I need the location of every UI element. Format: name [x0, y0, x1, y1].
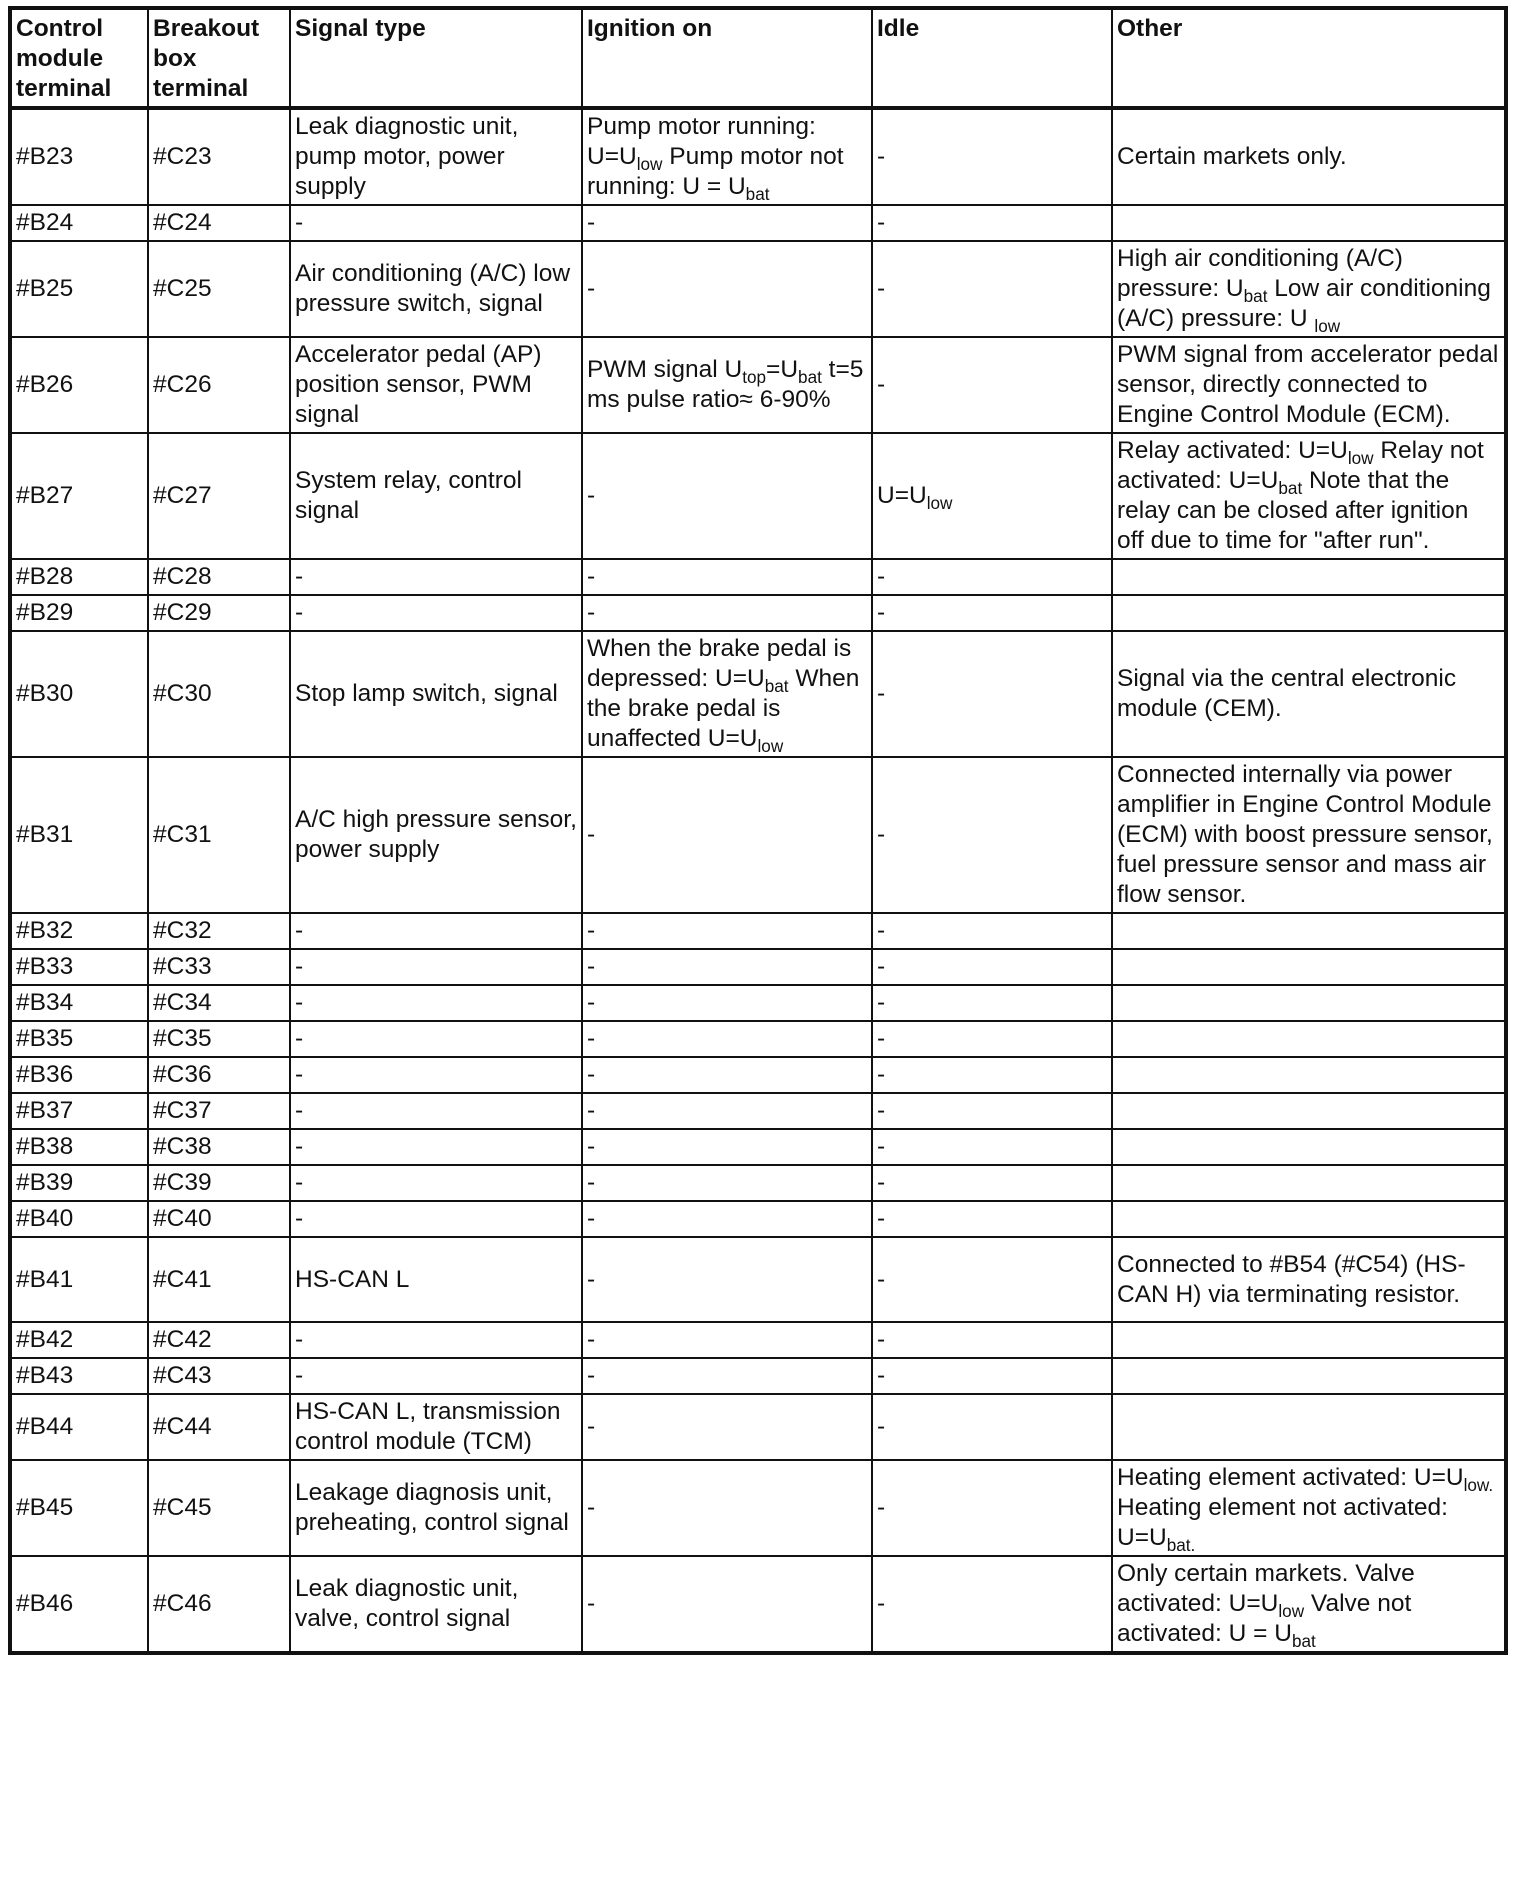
signal-type-cell: - [290, 205, 582, 241]
signal-type-cell: - [290, 595, 582, 631]
table-row [10, 949, 1506, 985]
ignition-on-cell: - [582, 949, 872, 985]
breakout-box-terminal-cell: #C42 [148, 1322, 290, 1358]
ignition-on-cell: - [582, 985, 872, 1021]
header-signal-type: Signal type [290, 8, 582, 108]
signal-type-cell: - [290, 1201, 582, 1237]
ignition-on-cell: - [582, 1237, 872, 1322]
idle-cell: - [872, 985, 1112, 1021]
idle-cell: - [872, 1165, 1112, 1201]
ignition-on-cell: - [582, 595, 872, 631]
breakout-box-terminal-cell: #C32 [148, 913, 290, 949]
table-row [10, 1165, 1506, 1201]
table-row [10, 631, 1506, 757]
idle-cell: - [872, 1093, 1112, 1129]
control-module-terminal-cell: #B39 [10, 1165, 148, 1201]
breakout-box-terminal-cell: #C27 [148, 433, 290, 559]
other-cell: Only certain markets. Valve activated: $U=U_{low}$ Valve not activated: $U = U_{bat}$ [1112, 1556, 1506, 1653]
header-breakout-box-terminal: Breakout box terminal [148, 8, 290, 108]
other-cell [1112, 1021, 1506, 1057]
other-cell: Connected to #B54 (#C54) (HS-CAN H) via terminating resistor. [1112, 1237, 1506, 1322]
signal-type-cell: - [290, 1322, 582, 1358]
signal-type-cell: - [290, 1165, 582, 1201]
other-cell: Heating element activated: $U=U_{low.}$ Heating element not activated: $U=U_{bat.}$ [1112, 1460, 1506, 1556]
ignition-on-cell: - [582, 1057, 872, 1093]
signal-type-cell: HS-CAN L [290, 1237, 582, 1322]
ignition-on-cell: - [582, 1165, 872, 1201]
control-module-terminal-cell: #B32 [10, 913, 148, 949]
breakout-box-terminal-cell: #C28 [148, 559, 290, 595]
table-row [10, 1237, 1506, 1322]
ignition-on-cell: - [582, 1201, 872, 1237]
idle-cell: - [872, 595, 1112, 631]
table-row [10, 1322, 1506, 1358]
breakout-box-terminal-cell: #C40 [148, 1201, 290, 1237]
breakout-box-terminal-cell: #C44 [148, 1394, 290, 1460]
signal-type-cell: HS-CAN L, transmission control module (TCM) [290, 1394, 582, 1460]
breakout-box-terminal-cell: #C45 [148, 1460, 290, 1556]
other-cell: PWM signal from accelerator pedal sensor, directly connected to Engine Control Module (ECM). [1112, 337, 1506, 433]
table-row [10, 241, 1506, 337]
idle-cell: - [872, 1057, 1112, 1093]
control-module-terminal-cell: #B34 [10, 985, 148, 1021]
signal-type-cell: Accelerator pedal (AP) position sensor, PWM signal [290, 337, 582, 433]
idle-cell: - [872, 1556, 1112, 1653]
control-module-terminal-cell: #B28 [10, 559, 148, 595]
idle-cell: - [872, 757, 1112, 913]
other-cell [1112, 949, 1506, 985]
control-module-terminal-cell: #B26 [10, 337, 148, 433]
table-row [10, 1129, 1506, 1165]
header-row [10, 8, 1506, 108]
table-row [10, 559, 1506, 595]
table-row [10, 1460, 1506, 1556]
table-row [10, 337, 1506, 433]
idle-cell: - [872, 1460, 1112, 1556]
control-module-terminal-cell: #B40 [10, 1201, 148, 1237]
breakout-box-terminal-cell: #C46 [148, 1556, 290, 1653]
breakout-box-terminal-cell: #C31 [148, 757, 290, 913]
breakout-box-terminal-cell: #C24 [148, 205, 290, 241]
control-module-terminal-cell: #B35 [10, 1021, 148, 1057]
other-cell [1112, 1165, 1506, 1201]
idle-cell: - [872, 1201, 1112, 1237]
breakout-box-terminal-cell: #C33 [148, 949, 290, 985]
ignition-on-cell: PWM signal $U_{top}=U_{bat}$ t=5 ms pulse ratio≈ 6-90% [582, 337, 872, 433]
idle-cell: - [872, 1129, 1112, 1165]
idle-cell: - [872, 1322, 1112, 1358]
table-body [10, 108, 1506, 1653]
signal-type-cell: - [290, 1129, 582, 1165]
ignition-on-cell: - [582, 1322, 872, 1358]
idle-cell: - [872, 949, 1112, 985]
control-module-terminal-cell: #B46 [10, 1556, 148, 1653]
breakout-box-terminal-cell: #C36 [148, 1057, 290, 1093]
signal-type-cell: - [290, 949, 582, 985]
table-row [10, 1556, 1506, 1653]
table-row [10, 913, 1506, 949]
signal-type-cell: - [290, 1093, 582, 1129]
breakout-box-terminal-cell: #C37 [148, 1093, 290, 1129]
signal-type-cell: Leak diagnostic unit, pump motor, power supply [290, 108, 582, 205]
breakout-box-terminal-cell: #C39 [148, 1165, 290, 1201]
control-module-terminal-cell: #B30 [10, 631, 148, 757]
other-cell: High air conditioning (A/C) pressure: $U_{bat}$ Low air conditioning (A/C) pressure: U $_{low}$ [1112, 241, 1506, 337]
table-row [10, 1394, 1506, 1460]
other-cell [1112, 595, 1506, 631]
table-row [10, 1201, 1506, 1237]
control-module-terminal-cell: #B27 [10, 433, 148, 559]
table-row [10, 985, 1506, 1021]
signal-type-cell: Leak diagnostic unit, valve, control signal [290, 1556, 582, 1653]
idle-cell: - [872, 1237, 1112, 1322]
control-module-terminal-cell: #B24 [10, 205, 148, 241]
control-module-terminal-cell: #B38 [10, 1129, 148, 1165]
table-row [10, 1093, 1506, 1129]
control-module-terminal-cell: #B37 [10, 1093, 148, 1129]
signal-type-cell: System relay, control signal [290, 433, 582, 559]
breakout-box-terminal-cell: #C26 [148, 337, 290, 433]
control-module-terminal-cell: #B43 [10, 1358, 148, 1394]
other-cell [1112, 1129, 1506, 1165]
other-cell: Certain markets only. [1112, 108, 1506, 205]
table-row [10, 1021, 1506, 1057]
other-cell [1112, 1358, 1506, 1394]
other-cell [1112, 1093, 1506, 1129]
other-cell [1112, 1394, 1506, 1460]
control-module-terminal-cell: #B45 [10, 1460, 148, 1556]
table-row [10, 205, 1506, 241]
breakout-box-terminal-cell: #C43 [148, 1358, 290, 1394]
ignition-on-cell: - [582, 1358, 872, 1394]
control-module-terminal-cell: #B44 [10, 1394, 148, 1460]
control-module-terminal-cell: #B23 [10, 108, 148, 205]
other-cell: Relay activated: $U=U_{low}$ Relay not activated: $U=U_{bat}$ Note that the relay can be closed after ignition off due to time for "after run". [1112, 433, 1506, 559]
idle-cell: - [872, 631, 1112, 757]
control-module-terminal-cell: #B33 [10, 949, 148, 985]
signal-type-cell: - [290, 1021, 582, 1057]
ignition-on-cell: - [582, 1460, 872, 1556]
other-cell [1112, 1322, 1506, 1358]
header-ignition-on: Ignition on [582, 8, 872, 108]
control-module-terminal-cell: #B25 [10, 241, 148, 337]
other-cell: Connected internally via power amplifier in Engine Control Module (ECM) with boost pressure sensor, fuel pressure sensor and mass air flow sensor. [1112, 757, 1506, 913]
idle-cell: - [872, 559, 1112, 595]
table-row [10, 757, 1506, 913]
ignition-on-cell: - [582, 433, 872, 559]
idle-cell: - [872, 108, 1112, 205]
table-row [10, 1358, 1506, 1394]
ignition-on-cell: - [582, 559, 872, 595]
ignition-on-cell: - [582, 1556, 872, 1653]
ignition-on-cell: - [582, 1093, 872, 1129]
other-cell [1112, 985, 1506, 1021]
signal-type-cell: - [290, 913, 582, 949]
header-other: Other [1112, 8, 1506, 108]
breakout-box-terminal-cell: #C34 [148, 985, 290, 1021]
idle-cell: $U=U_{low}$ [872, 433, 1112, 559]
ignition-on-cell: - [582, 241, 872, 337]
control-module-terminal-cell: #B31 [10, 757, 148, 913]
control-module-terminal-cell: #B29 [10, 595, 148, 631]
idle-cell: - [872, 1021, 1112, 1057]
breakout-box-terminal-cell: #C25 [148, 241, 290, 337]
idle-cell: - [872, 1394, 1112, 1460]
ignition-on-cell: - [582, 1021, 872, 1057]
breakout-box-terminal-cell: #C41 [148, 1237, 290, 1322]
other-cell [1112, 205, 1506, 241]
ignition-on-cell: - [582, 757, 872, 913]
signal-type-cell: - [290, 559, 582, 595]
other-cell [1112, 559, 1506, 595]
idle-cell: - [872, 241, 1112, 337]
breakout-box-terminal-cell: #C29 [148, 595, 290, 631]
signal-type-cell: - [290, 1057, 582, 1093]
other-cell [1112, 1057, 1506, 1093]
idle-cell: - [872, 205, 1112, 241]
idle-cell: - [872, 337, 1112, 433]
ignition-on-cell: - [582, 1129, 872, 1165]
signal-type-cell: Stop lamp switch, signal [290, 631, 582, 757]
ignition-on-cell: - [582, 913, 872, 949]
ignition-on-cell: - [582, 1394, 872, 1460]
breakout-box-terminal-cell: #C35 [148, 1021, 290, 1057]
signal-type-cell: Air conditioning (A/C) low pressure switch, signal [290, 241, 582, 337]
idle-cell: - [872, 913, 1112, 949]
other-cell [1112, 913, 1506, 949]
signal-type-cell: A/C high pressure sensor, power supply [290, 757, 582, 913]
other-cell: Signal via the central electronic module (CEM). [1112, 631, 1506, 757]
signal-type-cell: - [290, 985, 582, 1021]
ignition-on-cell: - [582, 205, 872, 241]
idle-cell: - [872, 1358, 1112, 1394]
breakout-box-terminal-cell: #C30 [148, 631, 290, 757]
other-cell [1112, 1201, 1506, 1237]
header-idle: Idle [872, 8, 1112, 108]
breakout-box-terminal-cell: #C38 [148, 1129, 290, 1165]
control-module-terminal-cell: #B41 [10, 1237, 148, 1322]
header-control-module-terminal: Control module terminal [10, 8, 148, 108]
control-module-terminal-cell: #B36 [10, 1057, 148, 1093]
table-row [10, 595, 1506, 631]
signal-type-cell: - [290, 1358, 582, 1394]
table-row [10, 1057, 1506, 1093]
ignition-on-cell: Pump motor running: $U=U_{low}$ Pump motor not running: $U = U_{bat}$ [582, 108, 872, 205]
terminal-table [8, 6, 1508, 1655]
table-row [10, 433, 1506, 559]
control-module-terminal-cell: #B42 [10, 1322, 148, 1358]
table-row [10, 108, 1506, 205]
breakout-box-terminal-cell: #C23 [148, 108, 290, 205]
signal-type-cell: Leakage diagnosis unit, preheating, control signal [290, 1460, 582, 1556]
ignition-on-cell: When the brake pedal is depressed: $U=U_{bat}$ When the brake pedal is unaffected $U=U_{low}$ [582, 631, 872, 757]
